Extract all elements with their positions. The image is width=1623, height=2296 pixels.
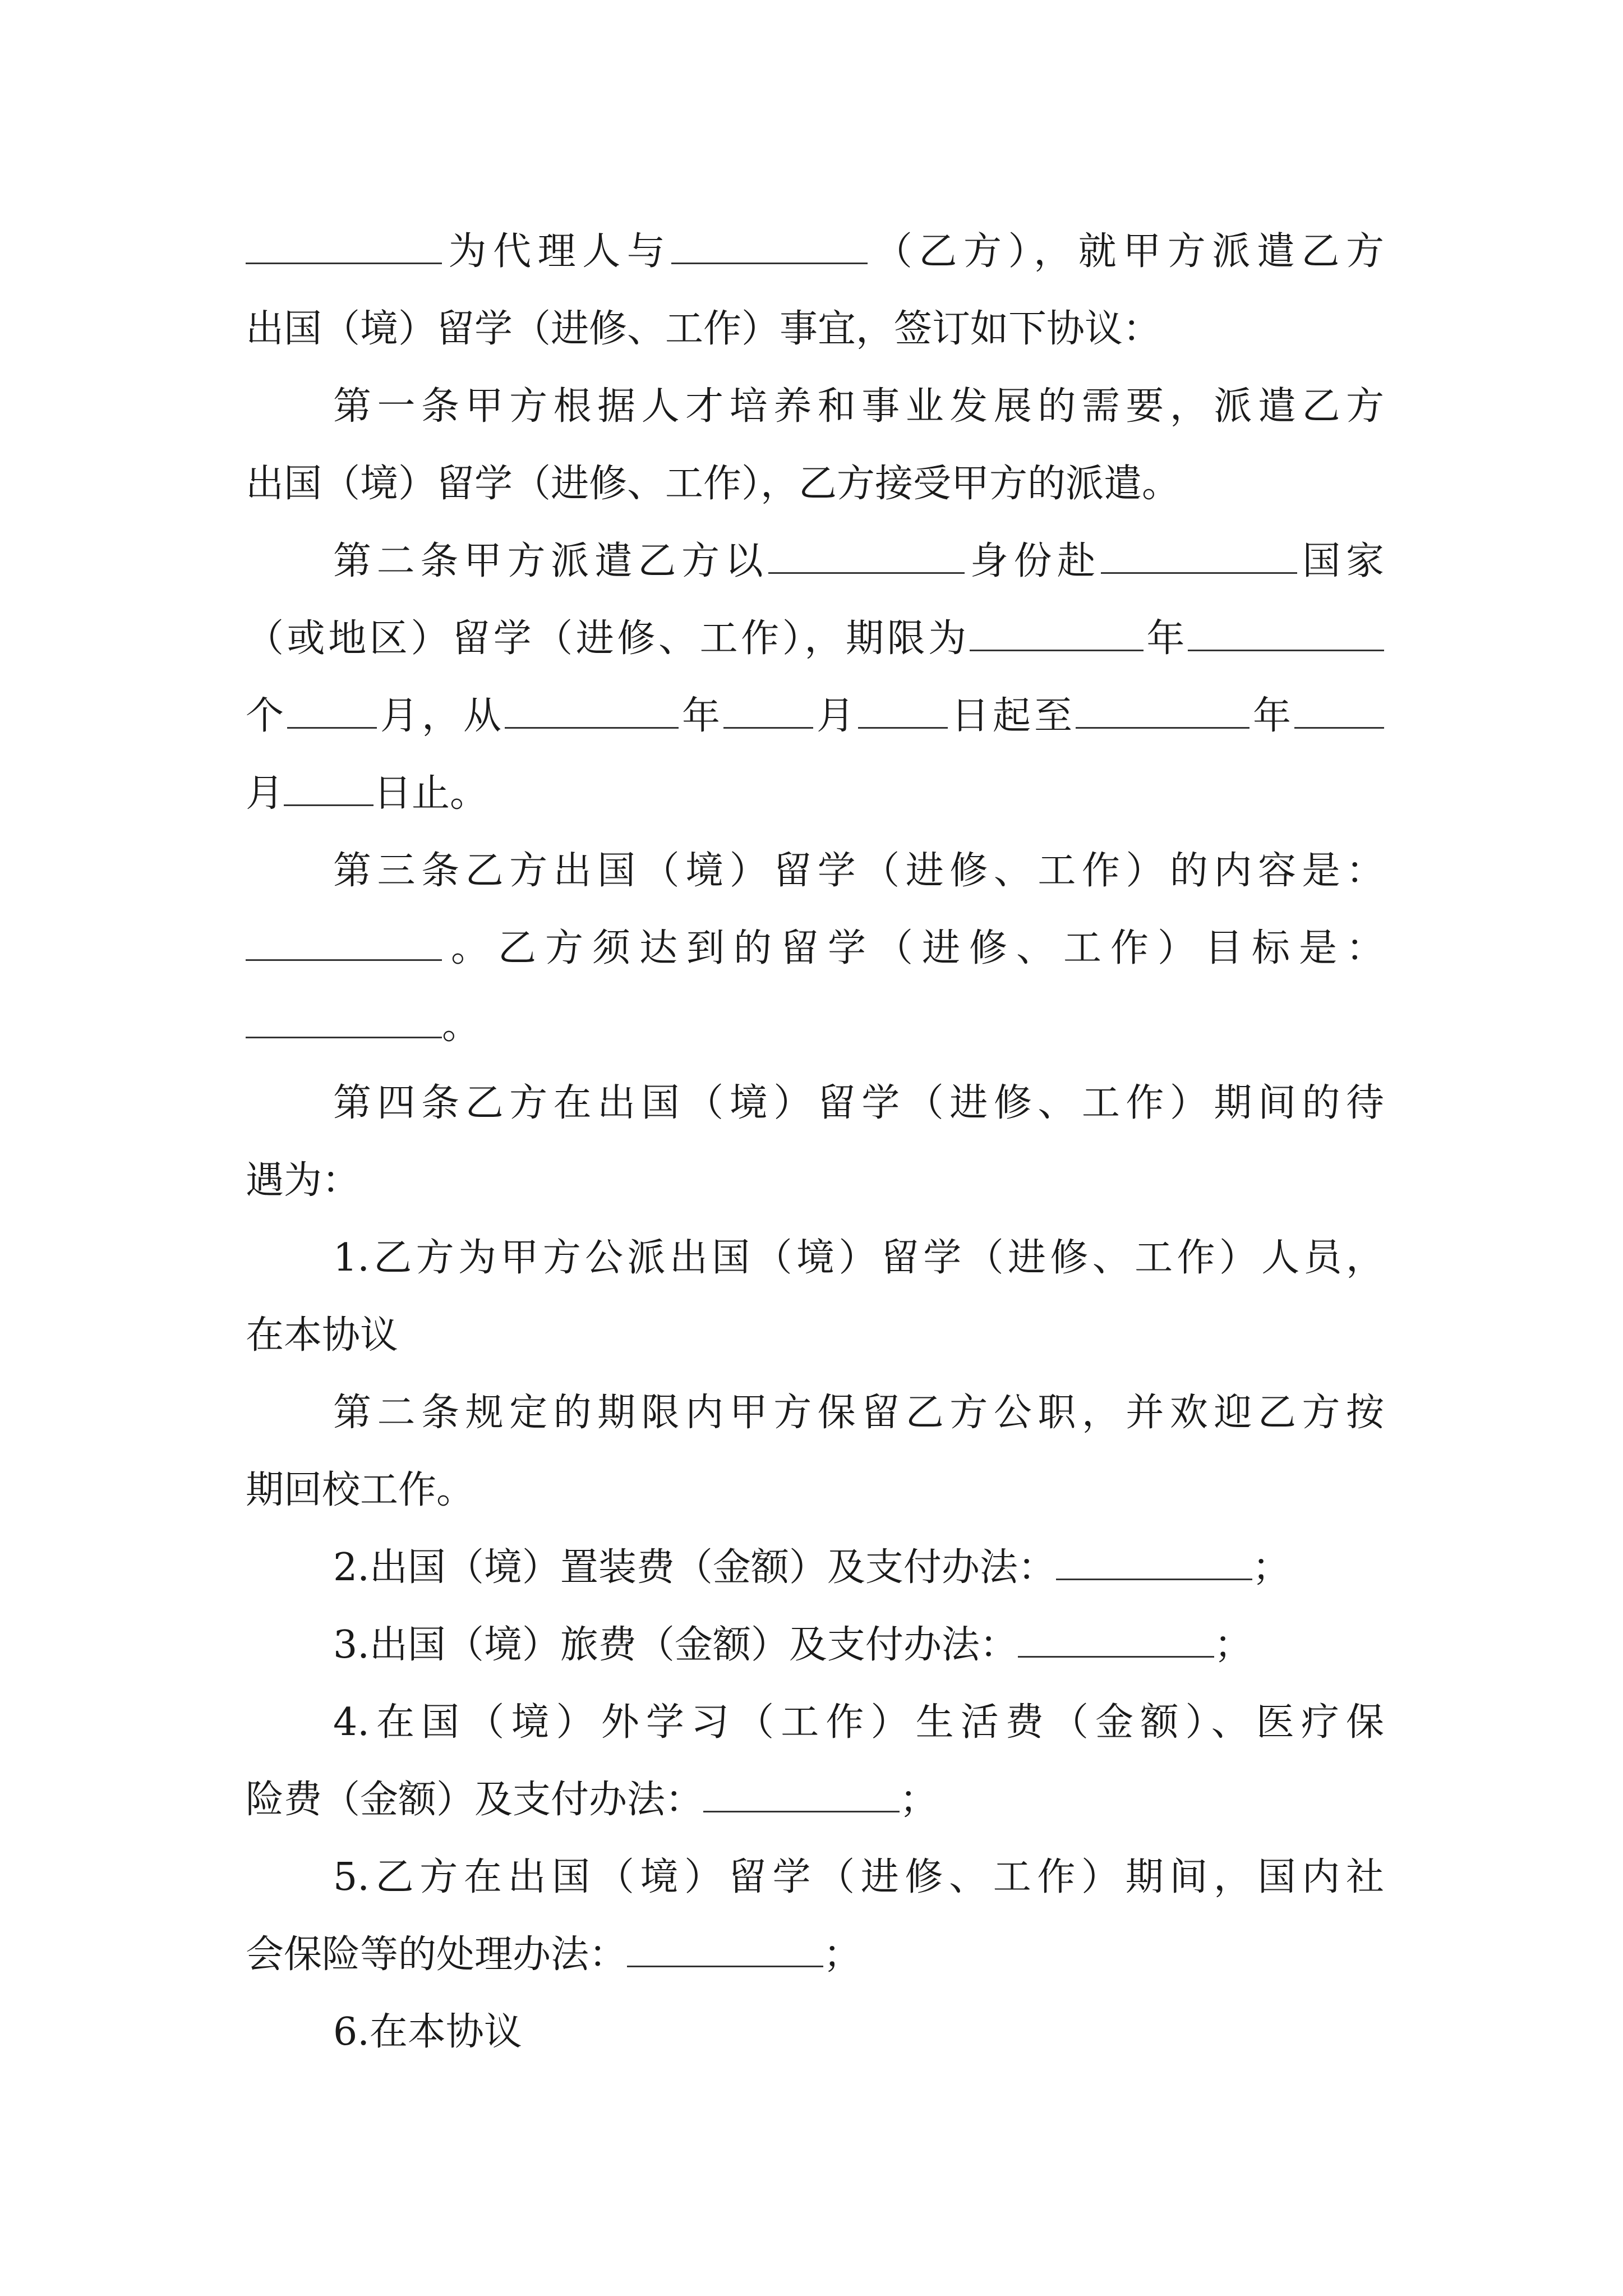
paragraph-3-line-4 — [246, 755, 1384, 832]
text-run: 年 — [1143, 616, 1188, 661]
blank-field — [284, 768, 374, 806]
blank-field — [723, 691, 813, 729]
text-run: 。乙方须达到的留学（进修、工作）目标是： — [442, 926, 1384, 970]
text-run: ； — [1252, 1545, 1290, 1590]
paragraph-6-line-2: 在本协议 — [246, 1313, 399, 1358]
text-run: 日起至 — [947, 694, 1076, 738]
text-run: 月 — [246, 771, 284, 816]
text-run: 月 — [813, 694, 858, 738]
paragraph-3-line-1 — [246, 523, 1384, 600]
blank-field — [246, 1000, 442, 1038]
text-run: 身份赴 — [965, 539, 1101, 583]
blank-field — [505, 691, 679, 729]
text-run: ； — [1214, 1623, 1252, 1667]
blank-field — [246, 226, 442, 264]
blank-field — [970, 613, 1144, 651]
text-run: 年 — [1249, 694, 1294, 738]
text-run: 为代理人与 — [442, 229, 672, 274]
blank-field — [287, 691, 377, 729]
text-run: （或地区）留学（进修、工作），期限为 — [246, 616, 970, 661]
text-run: （乙方），就甲方派遣乙方 — [868, 229, 1384, 274]
blank-field — [671, 226, 868, 264]
paragraph-5-line-1: 第四条乙方在出国（境）留学（进修、工作）期间的待 — [333, 1081, 1384, 1125]
paragraph-4-line-3 — [246, 987, 1384, 1065]
text-run: 月，从 — [377, 694, 505, 738]
paragraph-10-line-1: 4.在国（境）外学习（工作）生活费（金额）、医疗保 — [333, 1700, 1384, 1745]
blank-field — [768, 536, 965, 574]
text-run: 。 — [442, 1004, 481, 1048]
text-run: 第二条甲方派遣乙方以 — [333, 539, 769, 583]
paragraph-12-line-1: 6.在本协议 — [333, 2010, 522, 2054]
text-run: 会保险等的处理办法： — [246, 1932, 628, 1977]
paragraph-11-line-2 — [246, 1916, 1384, 1994]
blank-field — [246, 923, 442, 961]
text-run: 日止。 — [374, 771, 488, 816]
text-run: ； — [900, 1778, 938, 1822]
paragraph-4-line-2 — [246, 910, 1384, 987]
paragraph-2-line-2: 出国（境）留学（进修、工作），乙方接受甲方的派遣。 — [246, 462, 1181, 506]
paragraph-9-line-1 — [246, 1607, 1384, 1684]
paragraph-2-line-1: 第一条甲方根据人才培养和事业发展的需要，派遣乙方 — [333, 384, 1384, 429]
text-run: 3.出国（境）旅费（金额）及支付办法： — [333, 1623, 1018, 1667]
blank-field — [703, 1774, 900, 1812]
paragraph-11-line-1: 5.乙方在出国（境）留学（进修、工作）期间，国内社 — [333, 1855, 1384, 1899]
blank-field — [1076, 691, 1249, 729]
paragraph-3-line-2 — [246, 600, 1384, 678]
paragraph-10-line-2 — [246, 1761, 1384, 1839]
blank-field — [1018, 1619, 1214, 1658]
paragraph-3-line-3 — [246, 678, 1384, 755]
text-run: ； — [823, 1932, 862, 1977]
paragraph-6-line-1: 1.乙方为甲方公派出国（境）留学（进修、工作）人员， — [333, 1236, 1384, 1280]
blank-field — [1056, 1542, 1252, 1580]
text-run: 个 — [246, 694, 287, 738]
text-run: 年 — [678, 694, 723, 738]
blank-field — [1101, 536, 1297, 574]
text-run: 险费（金额）及支付办法： — [246, 1778, 704, 1822]
text-run: 2.出国（境）置装费（金额）及支付办法： — [333, 1545, 1056, 1590]
blank-field — [1294, 691, 1384, 729]
paragraph-4-line-1: 第三条乙方出国（境）留学（进修、工作）的内容是： — [333, 849, 1384, 893]
agreement-body — [246, 213, 1384, 2071]
paragraph-5-line-2: 遇为： — [246, 1158, 361, 1203]
paragraph-7-line-1: 第二条规定的期限内甲方保留乙方公职，并欢迎乙方按 — [333, 1391, 1384, 1435]
paragraph-1-line-1 — [246, 213, 1384, 291]
blank-field — [627, 1929, 823, 1967]
paragraph-1-line-2: 出国（境）留学（进修、工作）事宜，签订如下协议： — [246, 307, 1161, 351]
text-run: 国家 — [1297, 539, 1384, 583]
blank-field — [858, 691, 948, 729]
blank-field — [1188, 613, 1384, 651]
paragraph-7-line-2: 期回校工作。 — [246, 1468, 475, 1512]
paragraph-8-line-1 — [246, 1529, 1384, 1607]
